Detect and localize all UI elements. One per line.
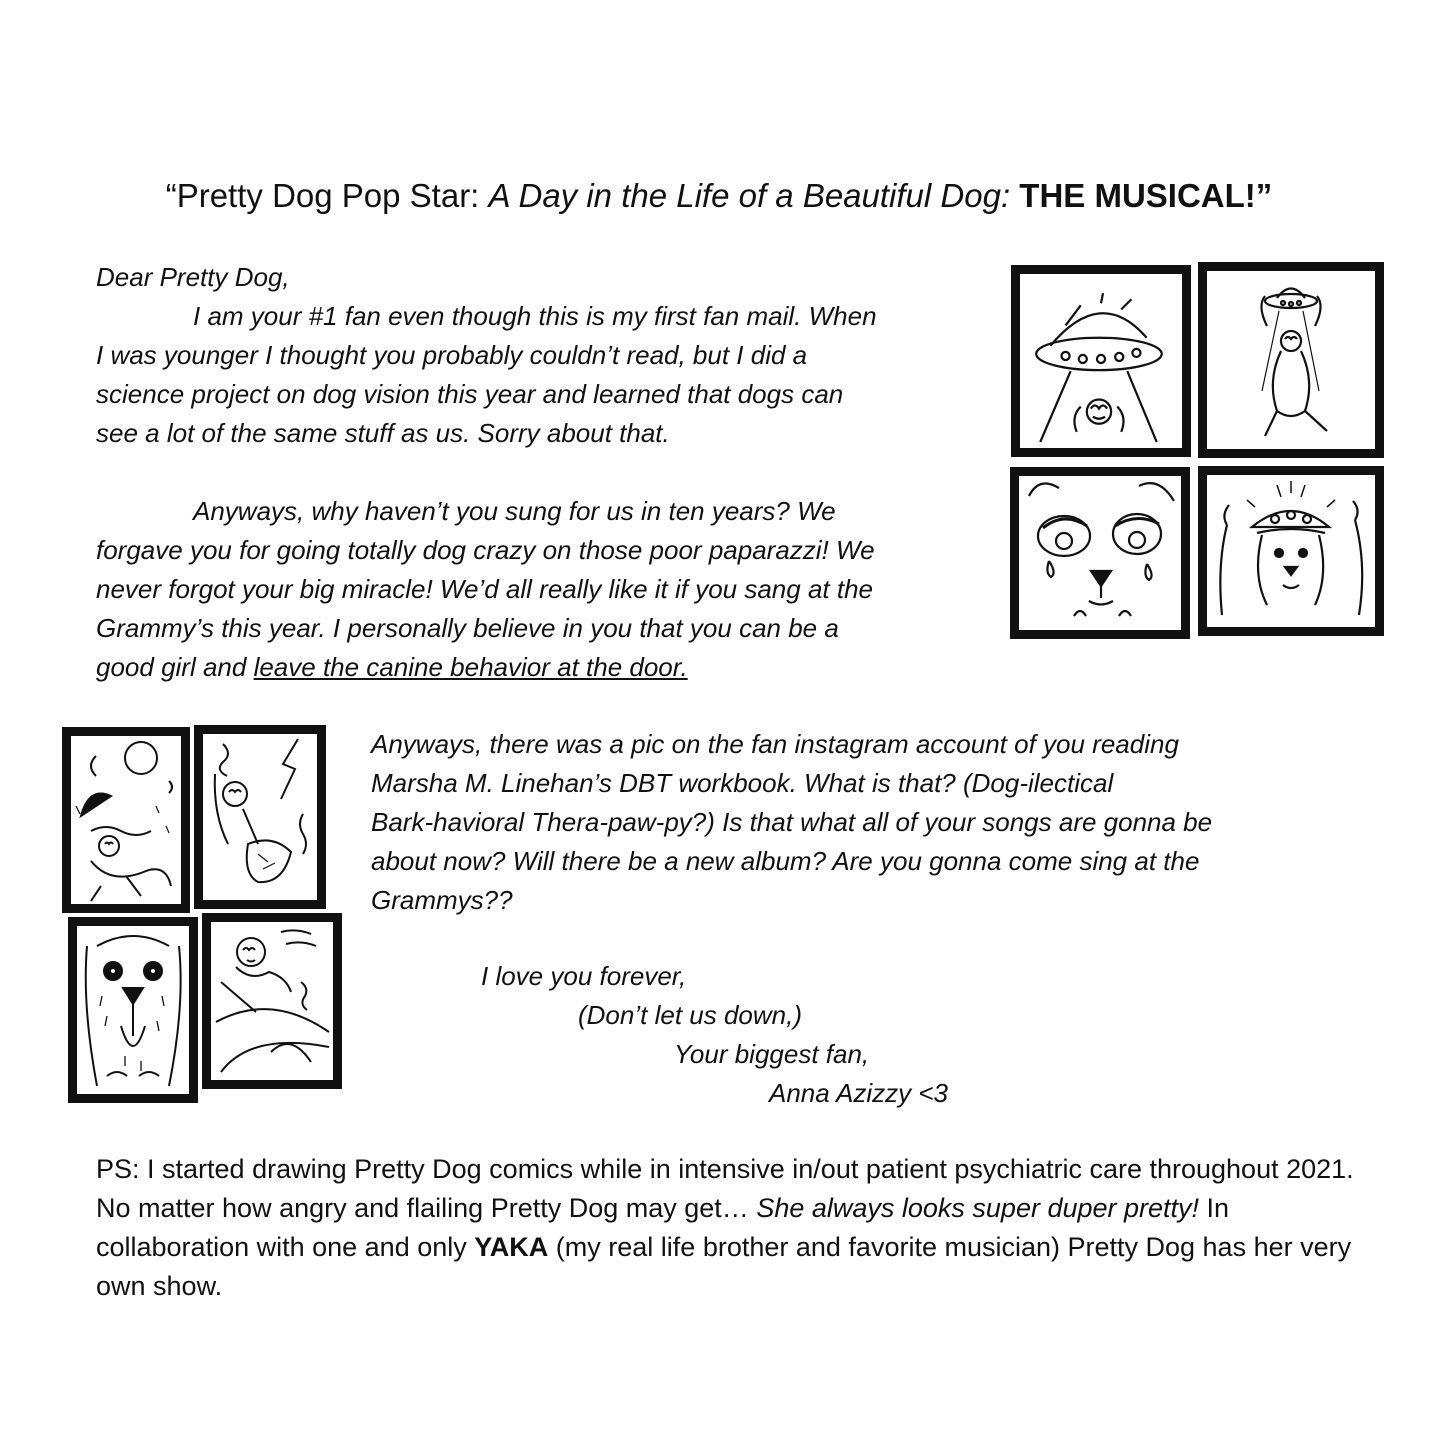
letter-upper-block xyxy=(96,258,976,687)
comic-panel-umbrella-fall xyxy=(62,727,190,913)
letter-line: see a lot of the same stuff as us. Sorry about that. xyxy=(96,418,670,448)
letter-line-last xyxy=(96,648,976,687)
letter-line: about now? Will there be a new album? Are you gonna come sing at the xyxy=(371,846,1200,876)
letter-line: never forgot your big miracle! We’d all really like it if you sang at the xyxy=(96,574,873,604)
page-title xyxy=(0,172,1438,220)
letter-line: science project on dog vision this year and learned that dogs can xyxy=(96,379,844,409)
blank-line xyxy=(96,453,976,492)
closing-line-2: (Don’t let us down,) xyxy=(578,1000,802,1030)
comic-panel-storm-bag xyxy=(194,725,326,909)
comic-panel-crying-closeup xyxy=(1010,467,1190,639)
closing-line-3: Your biggest fan, xyxy=(674,1039,870,1069)
letter-lower-block xyxy=(371,725,1351,920)
ps-italic: She always looks super duper pretty! xyxy=(756,1193,1200,1223)
ps-text: In collaboration with one and only xyxy=(96,1193,1230,1262)
closing-line-1: I love you forever, xyxy=(481,961,687,991)
title-part-italic: A Day in the Life of a Beautiful Dog: xyxy=(488,177,1011,214)
letter-line: Marsha M. Linehan’s DBT workbook. What is that? (Dog-ilectical xyxy=(371,768,1114,798)
letter-line: I was younger I thought you probably couldn’t read, but I did a xyxy=(96,340,808,370)
comic-rainy-drama xyxy=(62,725,344,1105)
letter-line: Anyways, why haven’t you sung for us in ten years? We xyxy=(193,496,836,526)
comic-panel-dog-arms-raised xyxy=(1198,466,1384,636)
letter-line: Bark-havioral Thera-paw-py?) Is that what all of your songs are gonna be xyxy=(371,807,1213,837)
title-part-bold: THE MUSICAL!” xyxy=(1010,177,1273,214)
comic-ufo-abduction xyxy=(1008,262,1388,640)
ps-text: (my real life brother and favorite musician) Pretty Dog has her very own show. xyxy=(96,1232,1352,1301)
title-part-plain: “Pretty Dog Pop Star: xyxy=(165,177,489,214)
comic-panel-soaked-dog xyxy=(68,917,198,1103)
letter-line: Grammy’s this year. I personally believe in you that you can be a xyxy=(96,613,839,643)
salutation: Dear Pretty Dog, xyxy=(96,262,290,292)
letter-line: I am your #1 fan even though this is my first fan mail. When xyxy=(193,301,877,331)
signature: Anna Azizzy <3 xyxy=(769,1078,948,1108)
letter-text: good girl and xyxy=(96,652,254,682)
letter-line: Grammys?? xyxy=(371,885,513,915)
comic-panel-ufo-beam xyxy=(1011,265,1191,457)
underlined-phrase: leave the canine behavior at the door. xyxy=(253,652,688,682)
postscript xyxy=(96,1150,1356,1306)
ps-text: PS: I started drawing Pretty Dog comics while in intensive in/out patient psychiatric care throughout 2021. No matter how angry and flailing Pretty Dog may get… xyxy=(96,1154,1354,1223)
comic-panel-dog-floating xyxy=(1198,262,1384,458)
ps-bold-name: YAKA xyxy=(474,1232,549,1262)
letter-line: Anyways, there was a pic on the fan instagram account of you reading xyxy=(371,729,1179,759)
letter-line: forgave you for going totally dog crazy on those poor paparazzi! We xyxy=(96,535,875,565)
comic-panel-sinking-car xyxy=(202,913,342,1089)
